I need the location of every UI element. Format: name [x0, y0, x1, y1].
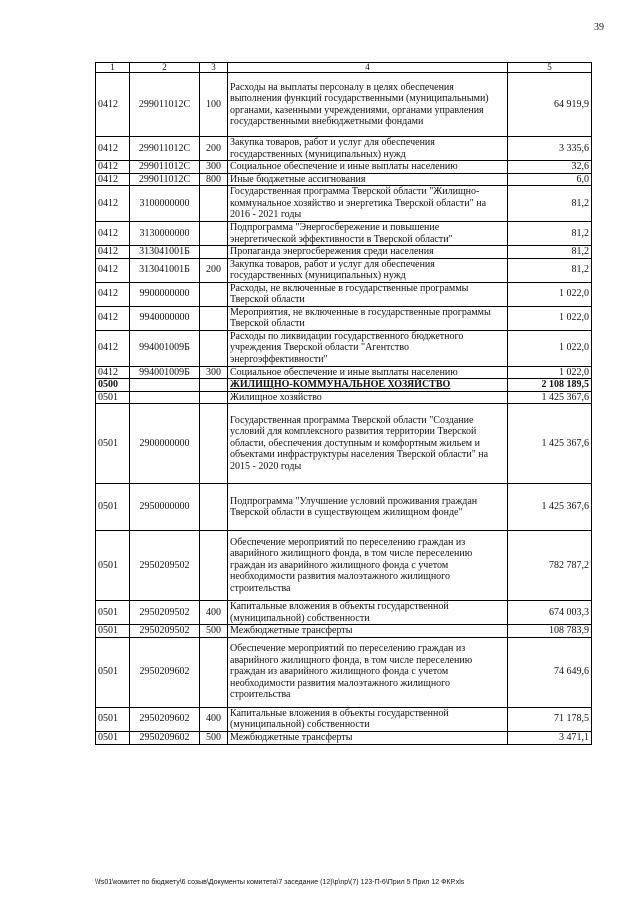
column-header: 1 [96, 63, 130, 73]
section-code-cell: 0412 [96, 73, 130, 137]
amount-cell: 674 003,3 [508, 601, 592, 625]
expense-type-cell [200, 404, 228, 484]
target-code-cell: 9900000000 [130, 282, 200, 306]
section-code-cell: 0501 [96, 637, 130, 707]
section-code-cell: 0412 [96, 330, 130, 366]
expense-type-cell [200, 391, 228, 404]
description-cell: Расходы, не включенные в государственные программы Тверской области [228, 282, 508, 306]
expense-type-cell: 300 [200, 366, 228, 379]
section-code-cell: 0412 [96, 258, 130, 282]
expense-type-cell: 200 [200, 258, 228, 282]
target-code-cell: 994001009Б [130, 366, 200, 379]
expense-type-cell: 200 [200, 137, 228, 161]
table-row [96, 707, 592, 731]
description-cell: Социальное обеспечение и иные выплаты населению [228, 366, 508, 379]
target-code-cell: 2950209602 [130, 707, 200, 731]
description-cell: Жилищное хозяйство [228, 391, 508, 404]
amount-cell: 1 022,0 [508, 306, 592, 330]
expense-type-cell [200, 222, 228, 246]
budget-table [95, 62, 592, 745]
table-row [96, 404, 592, 484]
table-row [96, 625, 592, 638]
table-row [96, 637, 592, 707]
target-code-cell: 299011012С [130, 173, 200, 186]
expense-type-cell [200, 379, 228, 392]
amount-cell: 3 471,1 [508, 731, 592, 744]
section-code-cell: 0412 [96, 246, 130, 259]
amount-cell: 71 178,5 [508, 707, 592, 731]
table-row [96, 391, 592, 404]
expense-type-cell [200, 282, 228, 306]
description-cell: Подпрограмма "Энергосбережение и повышение энергетической эффективности в Тверской области" [228, 222, 508, 246]
amount-cell: 81,2 [508, 186, 592, 222]
target-code-cell [130, 379, 200, 392]
section-code-cell: 0412 [96, 186, 130, 222]
target-code-cell: 9940000000 [130, 306, 200, 330]
target-code-cell: 299011012С [130, 137, 200, 161]
target-code-cell [130, 391, 200, 404]
section-code-cell: 0412 [96, 137, 130, 161]
target-code-cell: 299011012С [130, 73, 200, 137]
target-code-cell: 2900000000 [130, 404, 200, 484]
column-header: 5 [508, 63, 592, 73]
table-row [96, 73, 592, 137]
section-code-cell: 0412 [96, 173, 130, 186]
description-cell: Социальное обеспечение и иные выплаты населению [228, 161, 508, 174]
expense-type-cell: 400 [200, 707, 228, 731]
target-code-cell: 3130000000 [130, 222, 200, 246]
table-row [96, 161, 592, 174]
target-code-cell: 2950209502 [130, 625, 200, 638]
amount-cell: 1 425 367,6 [508, 391, 592, 404]
description-cell: Закупка товаров, работ и услуг для обеспечения государственных (муниципальных) нужд [228, 258, 508, 282]
table-header-row [96, 63, 592, 73]
table-row [96, 258, 592, 282]
section-code-cell: 0412 [96, 161, 130, 174]
target-code-cell: 2950209502 [130, 531, 200, 601]
column-header: 4 [228, 63, 508, 73]
section-code-cell: 0501 [96, 531, 130, 601]
table-row [96, 379, 592, 392]
section-code-cell: 0501 [96, 731, 130, 744]
table-row [96, 330, 592, 366]
target-code-cell: 313041001Б [130, 246, 200, 259]
target-code-cell: 313041001Б [130, 258, 200, 282]
description-cell: Государственная программа Тверской области "Жилищно-коммунальное хозяйство и энергетика Тверской области" на 2016 - 2021 годы [228, 186, 508, 222]
table-row [96, 246, 592, 259]
column-header: 3 [200, 63, 228, 73]
description-cell: Расходы на выплаты персоналу в целях обеспечения выполнения функций государственными (муниципальными) органами, казенными учреждениями, органами управления государственными внебюджетными фондами [228, 73, 508, 137]
section-code-cell: 0501 [96, 707, 130, 731]
column-header: 2 [130, 63, 200, 73]
table-row [96, 137, 592, 161]
description-cell: Капитальные вложения в объекты государственной (муниципальной) собственности [228, 601, 508, 625]
amount-cell: 81,2 [508, 258, 592, 282]
table-row [96, 173, 592, 186]
description-cell: Государственная программа Тверской области "Создание условий для комплексного развития территории Тверской области, обеспечения доступным и комфортным жильем и объектами инфраструктуры населения Тверской области" на 2015 - 2020 годы [228, 404, 508, 484]
expense-type-cell [200, 531, 228, 601]
section-code-cell: 0412 [96, 366, 130, 379]
section-code-cell: 0501 [96, 484, 130, 531]
description-cell: Закупка товаров, работ и услуг для обеспечения государственных (муниципальных) нужд [228, 137, 508, 161]
table-row [96, 282, 592, 306]
section-code-cell: 0500 [96, 379, 130, 392]
expense-type-cell [200, 637, 228, 707]
description-cell: Расходы по ликвидации государственного бюджетного учреждения Тверской области "Агентство энергоэффективности" [228, 330, 508, 366]
expense-type-cell: 400 [200, 601, 228, 625]
description-cell: Пропаганда энергосбережения среди населения [228, 246, 508, 259]
description-cell: Межбюджетные трансферты [228, 731, 508, 744]
expense-type-cell [200, 246, 228, 259]
table-row [96, 222, 592, 246]
expense-type-cell: 300 [200, 161, 228, 174]
section-code-cell: 0501 [96, 601, 130, 625]
description-cell: Подпрограмма "Улучшение условий проживания граждан Тверской области в существующем жилищном фонде" [228, 484, 508, 531]
amount-cell: 1 022,0 [508, 282, 592, 306]
target-code-cell: 994001009Б [130, 330, 200, 366]
amount-cell: 1 425 367,6 [508, 484, 592, 531]
amount-cell: 3 335,6 [508, 137, 592, 161]
target-code-cell: 2950209602 [130, 637, 200, 707]
target-code-cell: 2950209502 [130, 601, 200, 625]
description-cell: Иные бюджетные ассигнования [228, 173, 508, 186]
table-row [96, 531, 592, 601]
table-row [96, 731, 592, 744]
expense-type-cell [200, 186, 228, 222]
section-code-cell: 0501 [96, 391, 130, 404]
target-code-cell: 3100000000 [130, 186, 200, 222]
table-row [96, 186, 592, 222]
table-row [96, 366, 592, 379]
expense-type-cell [200, 330, 228, 366]
amount-cell: 32,6 [508, 161, 592, 174]
file-path-footer: \\fs01\комитет по бюджету\6 созыв\Документы комитета\7 заседание (12)\p\np\(7) 123-П-6\Прил 5 Прил 12 ФКР.xls [95, 879, 465, 886]
description-cell: Обеспечение мероприятий по переселению граждан из аварийного жилищного фонда, в том числе переселению граждан из аварийного жилищного фонда с учетом необходимости развития малоэтажного жилищного строительства [228, 531, 508, 601]
amount-cell: 1 425 367,6 [508, 404, 592, 484]
target-code-cell: 299011012С [130, 161, 200, 174]
description-cell: Межбюджетные трансферты [228, 625, 508, 638]
amount-cell: 1 022,0 [508, 366, 592, 379]
section-code-cell: 0501 [96, 404, 130, 484]
section-code-cell: 0412 [96, 282, 130, 306]
expense-type-cell [200, 306, 228, 330]
amount-cell: 1 022,0 [508, 330, 592, 366]
page-number: 39 [594, 22, 604, 33]
expense-type-cell: 500 [200, 731, 228, 744]
table-row [96, 484, 592, 531]
table-row [96, 306, 592, 330]
description-cell: Мероприятия, не включенные в государственные программы Тверской области [228, 306, 508, 330]
section-code-cell: 0501 [96, 625, 130, 638]
description-cell: Капитальные вложения в объекты государственной (муниципальной) собственности [228, 707, 508, 731]
amount-cell: 64 919,9 [508, 73, 592, 137]
amount-cell: 6,0 [508, 173, 592, 186]
amount-cell: 108 783,9 [508, 625, 592, 638]
section-code-cell: 0412 [96, 222, 130, 246]
expense-type-cell: 100 [200, 73, 228, 137]
section-code-cell: 0412 [96, 306, 130, 330]
amount-cell: 74 649,6 [508, 637, 592, 707]
target-code-cell: 2950000000 [130, 484, 200, 531]
amount-cell: 81,2 [508, 222, 592, 246]
amount-cell: 2 108 189,5 [508, 379, 592, 392]
amount-cell: 782 787,2 [508, 531, 592, 601]
amount-cell: 81,2 [508, 246, 592, 259]
description-cell: Обеспечение мероприятий по переселению граждан из аварийного жилищного фонда, в том числе переселению граждан из аварийного жилищного фонда с учетом необходимости развития малоэтажного жилищного строительства [228, 637, 508, 707]
target-code-cell: 2950209602 [130, 731, 200, 744]
expense-type-cell: 800 [200, 173, 228, 186]
expense-type-cell [200, 484, 228, 531]
expense-type-cell: 500 [200, 625, 228, 638]
description-cell: ЖИЛИЩНО-КОММУНАЛЬНОЕ ХОЗЯЙСТВО [228, 379, 508, 392]
table-row [96, 601, 592, 625]
